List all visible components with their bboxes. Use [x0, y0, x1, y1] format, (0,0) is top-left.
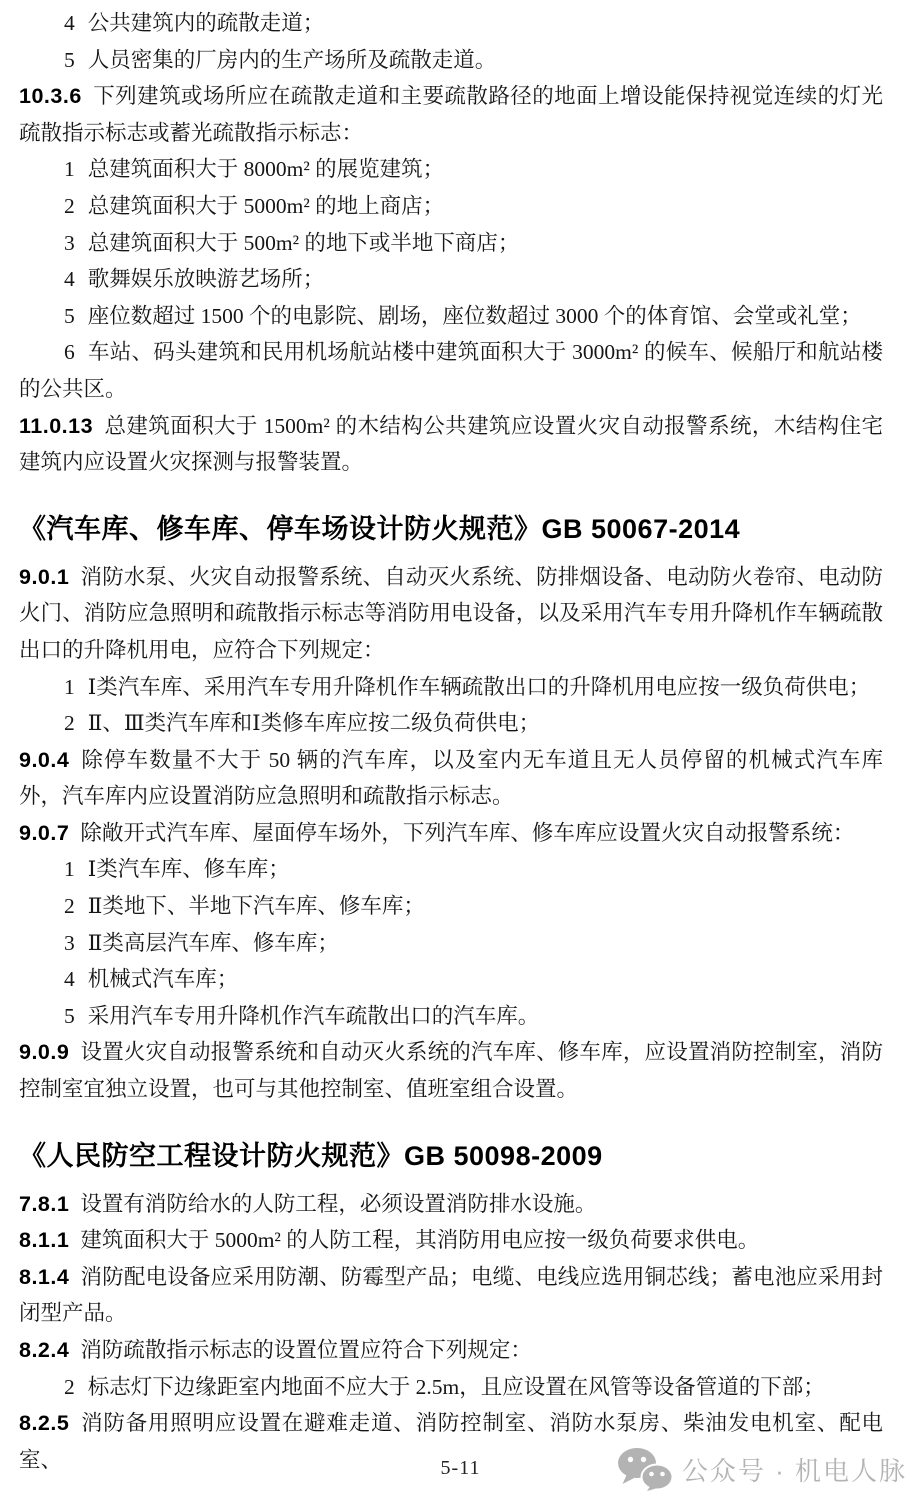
clause-number: 10.3.6 — [19, 84, 82, 109]
standard-heading: 《汽车库、修车库、停车场设计防火规范》GB 50067-2014 — [19, 513, 741, 544]
item-number: 2 — [64, 894, 75, 919]
item-number: 2 — [64, 711, 75, 736]
item-text: 标志灯下边缘距室内地面不应大于 2.5m，且应设置在风管等设备管道的下部； — [87, 1374, 825, 1399]
item-text: Ⅱ类地下、半地下汽车库、修车库； — [87, 894, 425, 919]
item-number: 2 — [64, 193, 75, 218]
item-text: 座位数超过 1500 个的电影院、剧场，座位数超过 3000 个的体育馆、会堂或礼堂； — [87, 303, 862, 328]
clause-text: 设置有消防给水的人防工程，必须设置消防排水设施。 — [80, 1191, 597, 1216]
item-number: 1 — [64, 674, 75, 699]
item-text: 总建筑面积大于 500m² 的地下或半地下商店； — [87, 230, 520, 255]
item-text: 机械式汽车库； — [87, 967, 239, 992]
clause-number: 9.0.9 — [19, 1040, 70, 1065]
item-number: 5 — [64, 1003, 75, 1028]
clause-text: 除敞开式汽车库、屋面停车场外，下列汽车库、修车库应设置火灾自动报警系统： — [80, 820, 855, 845]
list-item — [19, 851, 883, 888]
clause-text: 建筑面积大于 5000m² 的人防工程，其消防用电应按一级负荷要求供电。 — [80, 1228, 760, 1253]
clause-number: 11.0.13 — [19, 413, 94, 438]
item-text: Ⅰ类汽车库、修车库； — [87, 857, 290, 882]
list-item — [19, 888, 883, 925]
list-item — [19, 298, 883, 335]
clause-paragraph — [19, 1186, 883, 1223]
clause-paragraph — [19, 1259, 883, 1332]
item-text: 公共建筑内的疏散走道； — [87, 11, 325, 35]
item-text: 人员密集的厂房内的生产场所及疏散走道。 — [87, 47, 497, 72]
clause-text: 下列建筑或场所应在疏散走道和主要疏散路径的地面上增设能保持视觉连续的灯光疏散指示标志或蓄光疏散指示标志： — [19, 84, 883, 145]
clause-paragraph — [19, 559, 883, 669]
list-item — [19, 42, 883, 79]
list-item — [19, 5, 883, 42]
list-item — [19, 225, 883, 262]
item-text: Ⅱ类高层汽车库、修车库； — [87, 930, 339, 955]
clause-number: 9.0.4 — [19, 747, 70, 772]
list-item — [19, 188, 883, 225]
standard-heading: 《人民防空工程设计防火规范》GB 50098-2009 — [19, 1140, 603, 1171]
item-number: 4 — [64, 11, 75, 35]
item-number: 4 — [64, 267, 75, 292]
clause-paragraph — [19, 815, 883, 852]
list-item — [19, 151, 883, 188]
list-item — [19, 261, 883, 298]
item-text: 总建筑面积大于 8000m² 的展览建筑； — [87, 157, 445, 182]
item-text: Ⅱ、Ⅲ类汽车库和Ⅰ类修车库应按二级负荷供电； — [87, 711, 541, 736]
item-text: Ⅰ类汽车库、采用汽车专用升降机作车辆疏散出口的升降机用电应按一级负荷供电； — [87, 674, 871, 699]
item-number: 6 — [64, 340, 75, 365]
item-number: 3 — [64, 230, 75, 255]
clause-text: 除停车数量不大于 50 辆的汽车库，以及室内无车道且无人员停留的机械式汽车库外，汽车库内应设置消防应急照明和疏散指示标志。 — [19, 747, 883, 809]
clause-text: 消防配电设备应采用防潮、防霉型产品；电缆、电线应选用铜芯线；蓄电池应采用封闭型产品。 — [19, 1264, 883, 1326]
clause-text: 消防水泵、火灾自动报警系统、自动灭火系统、防排烟设备、电动防火卷帘、电动防火门、消防应急照明和疏散指示标志等消防用电设备，以及采用汽车专用升降机作车辆疏散出口的升降机用电，应符合下列规定： — [19, 564, 883, 662]
item-number: 3 — [64, 930, 75, 955]
wechat-icon — [617, 1447, 673, 1491]
list-item — [19, 1369, 883, 1406]
list-item — [19, 334, 883, 407]
item-text: 总建筑面积大于 5000m² 的地上商店； — [87, 193, 445, 218]
item-text: 车站、码头建筑和民用机场航站楼中建筑面积大于 3000m² 的候车、候船厅和航站楼的公共区。 — [19, 340, 883, 401]
item-number: 1 — [64, 857, 75, 882]
item-number: 5 — [64, 303, 75, 328]
clause-paragraph — [19, 1034, 883, 1107]
wechat-watermark — [617, 1447, 907, 1491]
clause-text: 消防疏散指示标志的设置位置应符合下列规定： — [80, 1338, 532, 1362]
item-number: 5 — [64, 47, 75, 72]
clause-paragraph — [19, 1332, 883, 1369]
item-number: 2 — [64, 1374, 75, 1399]
list-item — [19, 669, 883, 706]
item-number: 4 — [64, 967, 75, 992]
clause-text: 消防备用照明应设置在避难走道、消防控制室、消防水泵房、柴油发电机室、配电室、 — [19, 1411, 883, 1472]
list-item — [19, 998, 883, 1035]
clause-number: 8.2.4 — [19, 1338, 70, 1362]
clause-number: 9.0.1 — [19, 564, 70, 589]
clause-number: 8.1.1 — [19, 1228, 70, 1253]
clause-number: 8.2.5 — [19, 1411, 70, 1436]
item-number: 1 — [64, 157, 75, 182]
clause-text: 总建筑面积大于 1500m² 的木结构公共建筑应设置火灾自动报警系统，木结构住宅建筑内应设置火灾探测与报警装置。 — [19, 413, 883, 475]
item-text: 采用汽车专用升降机作汽车疏散出口的汽车库。 — [87, 1003, 540, 1028]
clause-number: 9.0.7 — [19, 820, 70, 845]
page-number: 5-11 — [440, 1457, 481, 1479]
wechat-watermark-label: 公众号 · 机电人脉 — [681, 1455, 907, 1486]
clause-text: 设置火灾自动报警系统和自动灭火系统的汽车库、修车库，应设置消防控制室，消防控制室宜独立设置，也可与其他控制室、值班室组合设置。 — [19, 1040, 883, 1102]
list-item — [19, 705, 883, 742]
clause-paragraph — [19, 1222, 883, 1259]
list-item — [19, 925, 883, 962]
list-item — [19, 961, 883, 998]
clause-number: 8.1.4 — [19, 1264, 70, 1289]
clause-paragraph — [19, 408, 883, 481]
clause-paragraph — [19, 78, 883, 151]
clause-number: 7.8.1 — [19, 1191, 70, 1216]
item-text: 歌舞娱乐放映游艺场所； — [87, 267, 325, 292]
page-footer — [0, 1443, 921, 1495]
clause-paragraph — [19, 742, 883, 815]
